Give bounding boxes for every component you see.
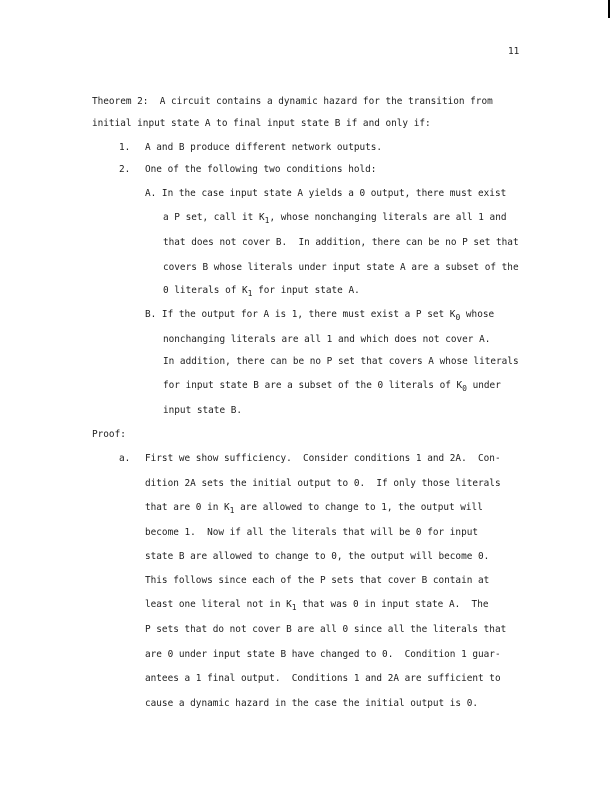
page-number: 11 (508, 46, 520, 57)
condition-a-line-3: that does not cover B. In addition, there can be no P set that (163, 237, 519, 248)
proof-heading: Proof: (92, 429, 126, 440)
proof-line-2: dition 2A sets the initial output to 0. If only those literals (145, 478, 501, 489)
theorem-line-2: initial input state A to final input state B if and only if: (92, 118, 431, 129)
item-2-text: One of the following two conditions hold: (145, 164, 377, 175)
item-2-number: 2. (119, 164, 131, 175)
proof-line-1: First we show sufficiency. Consider conditions 1 and 2A. Con- (145, 453, 501, 464)
proof-line-4: become 1. Now if all the literals that will be 0 for input (145, 527, 479, 538)
condition-a-line-5: 0 literals of K1 for input state A. (163, 285, 360, 298)
condition-b-line-5: input state B. (163, 405, 243, 416)
condition-b-line-4: for input state B are a subset of the 0 literals of K0 under (163, 380, 501, 393)
theorem-line-1: Theorem 2: A circuit contains a dynamic hazard for the transition from (92, 96, 493, 107)
proof-line-10: antees a 1 final output. Conditions 1 and 2A are sufficient to (145, 673, 501, 684)
item-1-number: 1. (119, 142, 131, 153)
proof-line-5: state B are allowed to change to 0, the output will become 0. (145, 551, 490, 562)
scan-edge-mark (608, 0, 610, 18)
proof-line-11: cause a dynamic hazard in the case the initial output is 0. (145, 698, 479, 709)
proof-line-9: are 0 under input state B have changed to 0. Condition 1 guar- (145, 649, 501, 660)
item-1-text: A and B produce different network outputs. (145, 142, 383, 153)
condition-a-line-2: a P set, call it K1, whose nonchanging literals are all 1 and (163, 212, 507, 225)
proof-line-3: that are 0 in K1 are allowed to change to 1, the output will (145, 502, 483, 515)
condition-b-line-3: In addition, there can be no P set that covers A whose literals (163, 356, 519, 367)
condition-b-line-1: B. If the output for A is 1, there must exist a P set K0 whose (145, 309, 495, 322)
proof-line-7: least one literal not in K1 that was 0 in input state A. The (145, 599, 489, 612)
proof-line-8: P sets that do not cover B are all 0 since all the literals that (145, 624, 507, 635)
condition-a-line-1: A. In the case input state A yields a 0 output, there must exist (145, 188, 507, 199)
proof-part-a-label: a. (119, 453, 131, 464)
condition-b-line-2: nonchanging literals are all 1 and which does not cover A. (163, 334, 491, 345)
proof-line-6: This follows since each of the P sets that cover B contain at (145, 575, 490, 586)
condition-a-line-4: covers B whose literals under input state A are a subset of the (163, 262, 519, 273)
